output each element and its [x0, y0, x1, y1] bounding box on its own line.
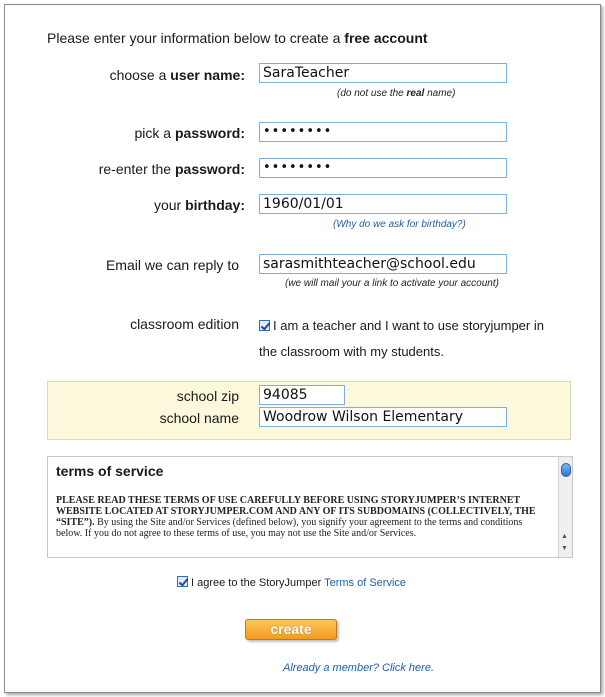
email-input[interactable]: sarasmithteacher@school.edu: [259, 254, 507, 274]
scroll-down-icon[interactable]: ▼: [561, 545, 568, 552]
intro-text: Please enter your information below to create a free account: [47, 30, 428, 46]
agree-option: [177, 576, 406, 589]
tos-title: terms of service: [56, 463, 164, 479]
agree-checkbox[interactable]: [177, 576, 188, 587]
password-label: pick a password:: [134, 125, 245, 141]
birthday-help-link[interactable]: (Why do we ask for birthday?): [333, 219, 466, 230]
classroom-checkbox[interactable]: [259, 320, 270, 331]
agree-text: I agree to the StoryJumper: [191, 577, 325, 589]
scroll-up-icon[interactable]: ▲: [561, 533, 568, 540]
password-input[interactable]: ••••••••: [259, 122, 507, 142]
classroom-label: classroom edition: [130, 316, 239, 332]
terms-link[interactable]: Terms of Service: [324, 577, 407, 589]
intro-bold: free account: [344, 30, 428, 46]
already-member-link[interactable]: Already a member? Click here.: [283, 662, 435, 674]
tos-text: [56, 495, 548, 539]
classroom-option: [259, 318, 544, 333]
username-note: (do not use the real name): [337, 88, 456, 99]
school-zip-label: school zip: [176, 388, 239, 404]
tos-scroll-thumb[interactable]: [561, 463, 571, 477]
school-zip-input[interactable]: 94085: [259, 385, 345, 405]
school-name-input[interactable]: Woodrow Wilson Elementary: [259, 407, 507, 427]
terms-of-service-box[interactable]: [47, 456, 573, 558]
password-confirm-label: re-enter the password:: [98, 161, 245, 177]
username-input[interactable]: SaraTeacher: [259, 63, 507, 83]
email-label: Email we can reply to: [105, 257, 239, 273]
email-note: (we will mail your a link to activate your account): [285, 278, 499, 289]
birthday-label: your birthday:: [153, 197, 245, 213]
tos-scrollbar[interactable]: [558, 457, 572, 557]
classroom-text-line2: the classroom with my students.: [259, 344, 444, 359]
password-confirm-input[interactable]: ••••••••: [259, 158, 507, 178]
classroom-text-line1: I am a teacher and I want to use storyjumper in: [273, 318, 544, 333]
username-label: choose a user name:: [109, 67, 245, 83]
school-name-label: school name: [159, 410, 239, 426]
tos-bold-text: PLEASE READ THESE TERMS OF USE CAREFULLY BEFORE USING STORYJUMPER’S INTERNET WEBSITE LOCATED AT STORYJUMPER.COM AND ANY OF ITS SUBDOMAINS (COLLECTIVELY, THE “SITE”).: [56, 495, 536, 528]
birthday-input[interactable]: 1960/01/01: [259, 194, 507, 214]
signup-form-frame: [4, 4, 601, 693]
tos-body-text: By using the Site and/or Services (defined below), you signify your agreement to the terms and conditions below. If you do not agree to these terms of use, you may not use the Site and/or Services.: [56, 517, 523, 539]
create-button[interactable]: create: [245, 619, 337, 640]
